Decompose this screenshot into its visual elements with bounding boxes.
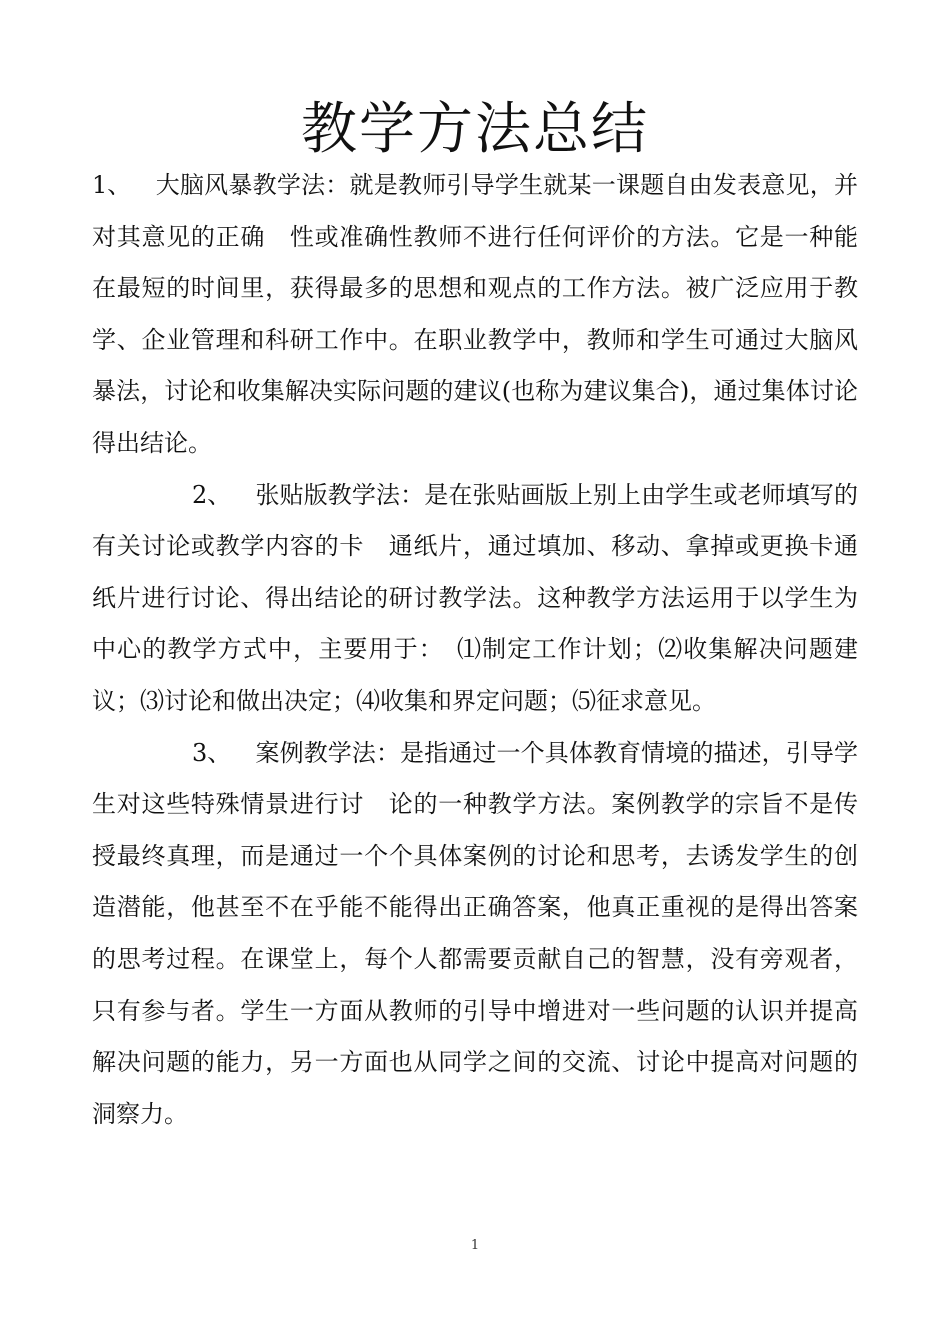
- paragraph-text: 张贴版教学法：是在张贴画版上别上由学生或老师填写的有关讨论或教学内容的卡 通纸片，通过填加、移动、拿掉或更换卡通纸片进行讨论、得出结论的研讨教学法。这种教学方法运用于以学生为中心的教学方式中，主要用于： ⑴制定工作计划；⑵收集解决问题建议；⑶讨论和做出决定；⑷收集和界定问题；⑸征求意见。: [92, 480, 858, 715]
- document-title: 教学方法总结: [301, 96, 649, 162]
- paragraph-text: 案例教学法：是指通过一个具体教育情境的描述，引导学生对这些特殊情景进行讨 论的一种教学方法。案例教学的宗旨不是传授最终真理，而是通过一个个具体案例的讨论和思考，去诱发学生的创造潜能，他甚至不在乎能不能得出正确答案，他真正重视的是得出答案的思考过程。在课堂上，每个人都需要贡献自己的智慧，没有旁观者，只有参与者。学生一方面从教师的引导中增进对一些问题的认识并提高解决问题的能力，另一方面也从同学之间的交流、讨论中提高对问题的洞察力。: [92, 738, 858, 1128]
- paragraph-pinboard: [92, 470, 858, 728]
- paragraph-brainstorming: [92, 160, 858, 470]
- paragraph-case-study: [92, 728, 858, 1141]
- paragraph-number: 3、: [192, 738, 232, 767]
- page-number: 1: [470, 1238, 480, 1253]
- paragraph-text: 大脑风暴教学法：就是教师引导学生就某一课题自由发表意见，并对其意见的正确 性或准确性教师不进行任何评价的方法。它是一种能在最短的时间里，获得最多的思想和观点的工作方法。被广泛应用于教学、企业管理和科研工作中。在职业教学中，教师和学生可通过大脑风暴法，讨论和收集解决实际问题的建议(也称为建议集合)，通过集体讨论得出结论。: [92, 171, 858, 457]
- document-body: [92, 160, 858, 1140]
- paragraph-number: 1、: [92, 171, 132, 199]
- paragraph-number: 2、: [192, 480, 232, 509]
